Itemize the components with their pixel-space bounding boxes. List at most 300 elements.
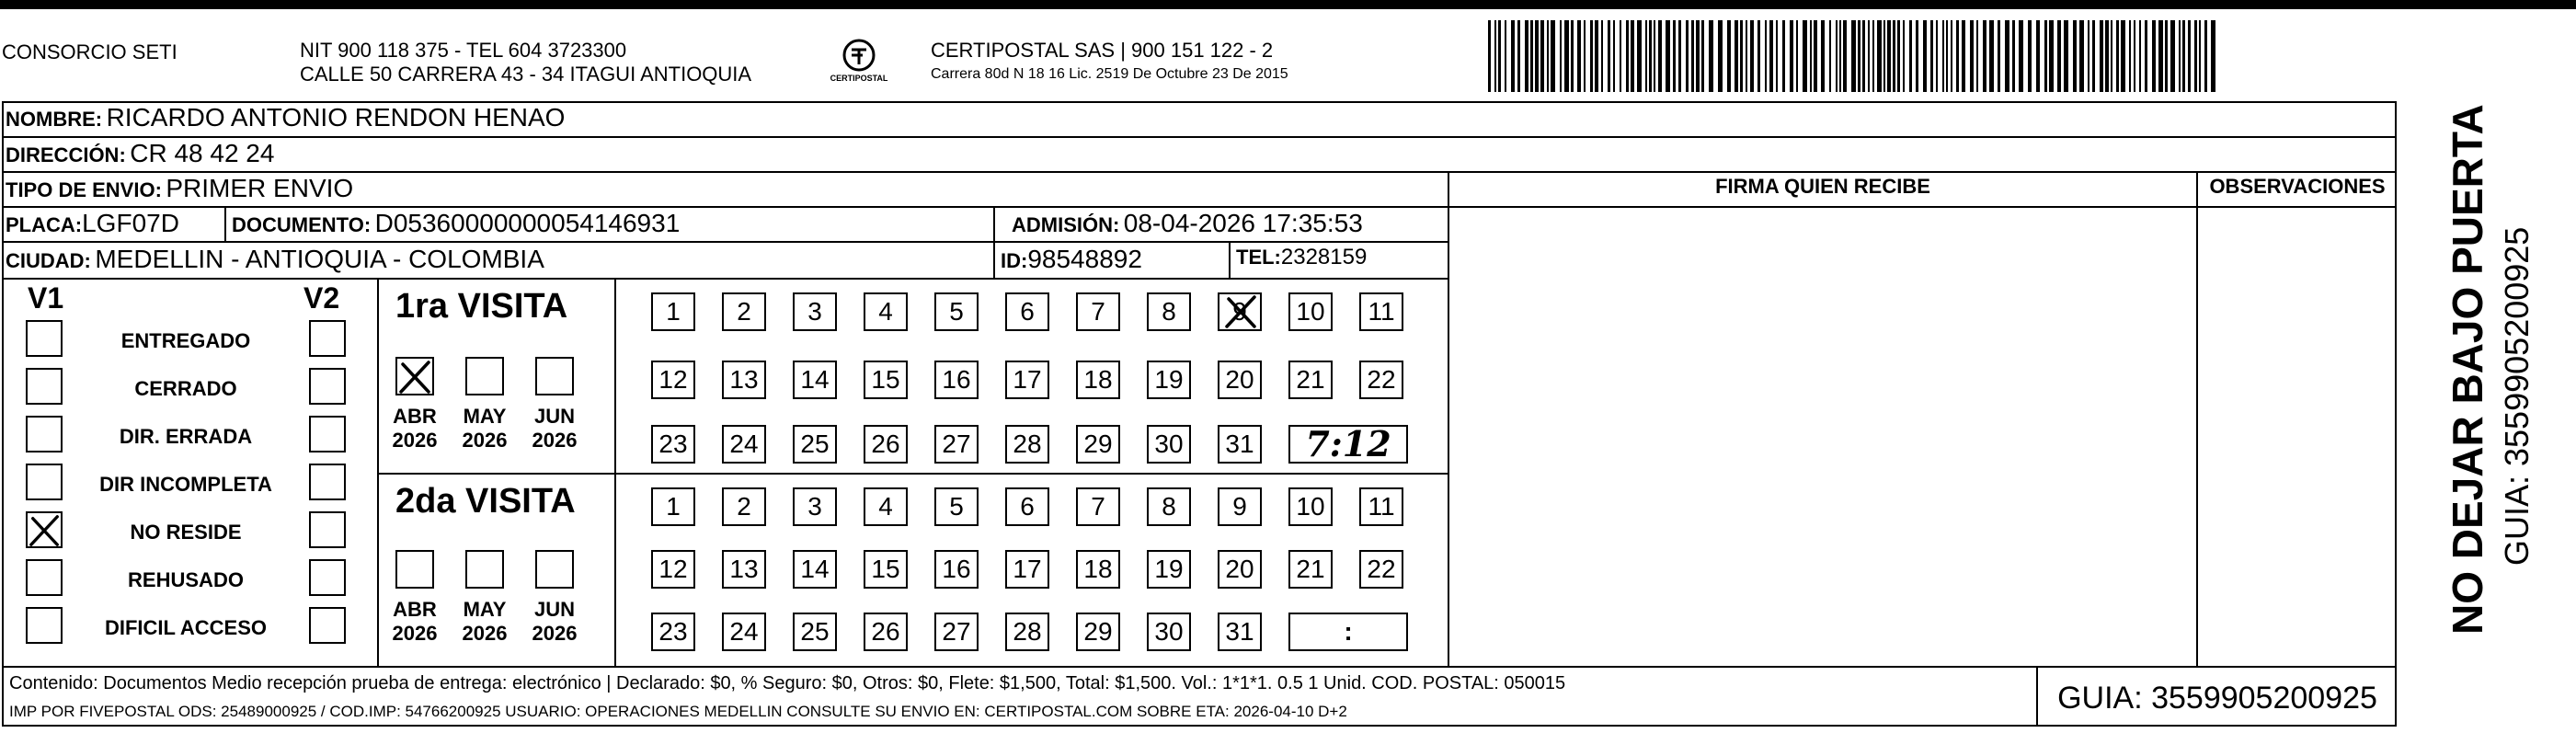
barcode-bar: [2049, 20, 2054, 92]
day-checkbox[interactable]: [1005, 487, 1049, 526]
month-name: JUN: [533, 405, 575, 428]
day-number: 14: [800, 365, 830, 394]
barcode-bar: [1584, 20, 1586, 92]
status-v2-checkbox[interactable]: [309, 368, 346, 405]
barcode-bar: [2211, 20, 2215, 92]
placa-row: [6, 209, 179, 238]
day-checkbox[interactable]: [1076, 487, 1120, 526]
tel-value: 2328159: [1280, 245, 1368, 269]
admision-value: 08-04-2026 17:35:53: [1123, 209, 1363, 237]
barcode-bar: [1946, 20, 1948, 92]
barcode-bar: [2152, 20, 2156, 92]
month-checkbox-abr[interactable]: [395, 357, 434, 395]
day-checkbox[interactable]: [722, 613, 766, 651]
barcode-bar: [2044, 20, 2047, 92]
placa-label: PLACA:: [6, 213, 83, 236]
barcode-bar: [1851, 20, 1856, 92]
day-checkbox[interactable]: [1076, 613, 1120, 651]
barcode-bar: [1608, 20, 1610, 92]
day-number: 1: [666, 297, 681, 326]
documento-row: [232, 209, 680, 238]
nit-line: NIT 900 118 375 - TEL 604 3723300: [300, 39, 627, 62]
day-number: 4: [878, 297, 893, 326]
day-checkbox[interactable]: [1359, 487, 1403, 526]
barcode-bar: [1498, 20, 1501, 92]
barcode-bar: [1750, 20, 1754, 92]
barcode-bar: [1998, 20, 2000, 92]
barcode-bar: [1571, 20, 1574, 92]
day-number: 15: [871, 365, 900, 394]
id-label: ID:: [1001, 249, 1028, 272]
day-checkbox[interactable]: [1147, 425, 1191, 464]
admision-label: ADMISIÓN:: [1012, 213, 1120, 236]
barcode-bar: [1776, 20, 1778, 92]
day-number: 28: [1013, 430, 1042, 458]
barcode-bar: [1887, 20, 1891, 92]
day-number: 2: [737, 297, 751, 326]
month-year: 2026: [392, 622, 438, 645]
barcode-bar: [1843, 20, 1847, 92]
month-name: ABR: [393, 405, 437, 428]
tipo-value: PRIMER ENVIO: [166, 174, 354, 202]
barcode-bar: [1696, 20, 1700, 92]
barcode-bar: [1560, 20, 1562, 92]
barcode-bar: [1897, 20, 1900, 92]
day-checkbox[interactable]: [1218, 613, 1262, 651]
day-checkbox[interactable]: [934, 361, 979, 399]
status-v1-checkbox[interactable]: [26, 511, 63, 548]
barcode-bar: [1893, 20, 1895, 92]
barcode-bar: [1930, 20, 1933, 92]
day-checkbox[interactable]: [1076, 550, 1120, 589]
barcode-bar: [2079, 20, 2084, 92]
day-checkbox[interactable]: [1005, 613, 1049, 651]
observaciones-header: OBSERVACIONES: [2209, 175, 2386, 198]
status-v1-checkbox[interactable]: [26, 368, 63, 405]
barcode-bar: [1673, 20, 1676, 92]
day-number: 29: [1083, 617, 1113, 646]
day-checkbox[interactable]: [934, 292, 979, 331]
day-number: 22: [1367, 365, 1396, 394]
day-checkbox[interactable]: [864, 292, 908, 331]
day-checkbox[interactable]: [793, 613, 837, 651]
status-v1-checkbox[interactable]: [26, 464, 63, 500]
day-checkbox[interactable]: [1218, 361, 1262, 399]
direccion-value: CR 48 42 24: [130, 139, 275, 167]
barcode-bar: [1505, 20, 1506, 92]
day-checkbox[interactable]: [1288, 550, 1333, 589]
day-number: 31: [1225, 430, 1254, 458]
barcode-bar: [1903, 20, 1905, 92]
handwritten-check-mark: [397, 384, 434, 399]
status-v1-checkbox[interactable]: [26, 416, 63, 452]
barcode-bar: [1626, 20, 1629, 92]
barcode-bar: [2019, 20, 2023, 92]
day-checkbox[interactable]: [1218, 292, 1262, 331]
day-number: 3: [807, 492, 822, 521]
barcode-bar: [1956, 20, 1959, 92]
day-checkbox[interactable]: [1147, 550, 1191, 589]
barcode-bar: [1590, 20, 1593, 92]
day-checkbox[interactable]: [793, 292, 837, 331]
day-checkbox[interactable]: [651, 487, 695, 526]
day-number: 24: [729, 617, 759, 646]
barcode-bar: [2194, 20, 2197, 92]
day-number: 17: [1013, 555, 1042, 583]
barcode-bar: [2028, 20, 2032, 92]
barcode-bar: [1494, 20, 1496, 92]
barcode-bar: [2165, 20, 2168, 92]
month-label: [457, 405, 512, 452]
day-checkbox[interactable]: [1147, 361, 1191, 399]
month-year: 2026: [462, 622, 508, 645]
barcode-bar: [1718, 20, 1723, 92]
month-checkbox-abr[interactable]: [395, 550, 434, 589]
day-checkbox[interactable]: [1147, 292, 1191, 331]
barcode-bar: [1769, 20, 1773, 92]
barcode-bar: [1535, 20, 1539, 92]
day-checkbox[interactable]: [934, 550, 979, 589]
barcode-bar: [2105, 20, 2109, 92]
barcode-bar: [1883, 20, 1885, 92]
barcode-bar: [1691, 20, 1694, 92]
barcode-bar: [2100, 20, 2103, 92]
month-label: [527, 405, 582, 452]
day-checkbox[interactable]: [793, 550, 837, 589]
day-number: 27: [942, 430, 971, 458]
status-label: ENTREGADO: [120, 329, 251, 352]
day-number: 26: [871, 430, 900, 458]
day-number: 21: [1296, 365, 1325, 394]
day-number: 1: [666, 492, 681, 521]
barcode-bar: [1530, 20, 1533, 92]
barcode-bar: [1746, 20, 1747, 92]
day-checkbox[interactable]: [651, 361, 695, 399]
day-checkbox[interactable]: [864, 550, 908, 589]
month-checkbox-jun[interactable]: [535, 357, 574, 395]
day-number: 7: [1091, 492, 1105, 521]
day-checkbox[interactable]: [934, 425, 979, 464]
barcode-bar: [1613, 20, 1615, 92]
visit-time-handwritten[interactable]: 7:12: [1288, 425, 1408, 464]
barcode-bar: [2179, 20, 2181, 92]
day-number: 30: [1154, 430, 1184, 458]
footer-content-line: Contenido: Documentos Medio recepción prueba de entrega: electrónico | Declarado: $0, % Seguro: $0, Otros: $0, Flete: $1,500, Total: $1,500. Vol.: 1*1*1. 0.5 1 Unid. COD. POSTAL: 050015: [9, 673, 1566, 693]
day-checkbox[interactable]: [1005, 550, 1049, 589]
day-number: 7: [1091, 297, 1105, 326]
status-label: DIR. ERRADA: [119, 425, 253, 448]
day-checkbox[interactable]: [651, 613, 695, 651]
day-checkbox[interactable]: [651, 425, 695, 464]
day-number: 29: [1083, 430, 1113, 458]
barcode-bar: [2111, 20, 2112, 92]
barcode-bar: [2005, 20, 2009, 92]
day-checkbox[interactable]: [722, 550, 766, 589]
barcode-bar: [1601, 20, 1603, 92]
day-number: 23: [658, 430, 688, 458]
day-number: 21: [1296, 555, 1325, 583]
barcode-bar: [1740, 20, 1743, 92]
barcode-bar: [1517, 20, 1520, 92]
barcode-bar: [1803, 20, 1807, 92]
month-checkbox-may[interactable]: [465, 357, 504, 395]
month-name: JUN: [533, 598, 575, 621]
day-checkbox[interactable]: [722, 361, 766, 399]
handwritten-check-mark: [28, 536, 63, 552]
status-v1-checkbox[interactable]: [26, 559, 63, 596]
barcode-bar: [1511, 20, 1515, 92]
barcode-bar: [1595, 20, 1598, 92]
barcode-bar: [1645, 20, 1647, 92]
barcode-bar: [1488, 20, 1491, 92]
day-checkbox[interactable]: [934, 613, 979, 651]
barcode-bar: [2057, 20, 2061, 92]
day-checkbox[interactable]: [1147, 487, 1191, 526]
barcode-bar: [1782, 20, 1785, 92]
status-v1-checkbox[interactable]: [26, 607, 63, 644]
day-number: 12: [658, 555, 688, 583]
day-checkbox[interactable]: [1076, 361, 1120, 399]
barcode-bar: [1983, 20, 1986, 92]
visit-time-field[interactable]: :: [1288, 613, 1408, 651]
barcode-bar: [1757, 20, 1760, 92]
barcode-bar: [2116, 20, 2119, 92]
barcode-bar: [1868, 20, 1870, 92]
day-number: 11: [1368, 297, 1395, 326]
day-checkbox[interactable]: [864, 613, 908, 651]
day-checkbox[interactable]: [1147, 613, 1191, 651]
month-label: [387, 405, 442, 452]
barcode-bar: [2158, 20, 2163, 92]
ciudad-label: CIUDAD:: [6, 249, 91, 272]
day-number: 9: [1232, 297, 1247, 326]
barcode-bar: [2204, 20, 2207, 92]
id-value: 98548892: [1027, 245, 1142, 273]
day-number: 12: [658, 365, 688, 394]
day-number: 22: [1367, 555, 1396, 583]
barcode-bar: [1836, 20, 1838, 92]
ciudad-row: [6, 245, 544, 274]
day-number: 6: [1020, 297, 1035, 326]
status-v2-checkbox[interactable]: [309, 607, 346, 644]
barcode-bar: [1577, 20, 1581, 92]
day-checkbox[interactable]: [1005, 361, 1049, 399]
day-number: 15: [871, 555, 900, 583]
barcode-bar: [1829, 20, 1831, 92]
barcode-bar: [1637, 20, 1642, 92]
day-number: 8: [1162, 297, 1176, 326]
barcode-bar: [1727, 20, 1731, 92]
barcode-bar: [2139, 20, 2141, 92]
day-checkbox[interactable]: [1288, 361, 1333, 399]
barcode-bar: [2170, 20, 2175, 92]
status-v2-checkbox[interactable]: [309, 416, 346, 452]
barcode-bar: [2121, 20, 2125, 92]
status-v1-checkbox[interactable]: [26, 320, 63, 357]
month-year: 2026: [532, 429, 578, 452]
day-checkbox[interactable]: [864, 425, 908, 464]
day-checkbox[interactable]: [864, 361, 908, 399]
day-checkbox[interactable]: [1359, 550, 1403, 589]
day-number: 23: [658, 617, 688, 646]
month-name: MAY: [463, 405, 507, 428]
barcode-bar: [2064, 20, 2068, 92]
day-number: 27: [942, 617, 971, 646]
barcode-bar: [1909, 20, 1912, 92]
barcode-bar: [2182, 20, 2185, 92]
barcode-bar: [1765, 20, 1767, 92]
barcode-bar: [1735, 20, 1738, 92]
day-number: 3: [807, 297, 822, 326]
barcode-bar: [1821, 20, 1825, 92]
day-number: 26: [871, 617, 900, 646]
month-name: ABR: [393, 598, 437, 621]
barcode-bar: [1796, 20, 1798, 92]
footer-guia: GUIA: 3559905200925: [2057, 681, 2377, 716]
day-number: 16: [942, 555, 971, 583]
barcode-bar: [2088, 20, 2089, 92]
barcode-bar: [1877, 20, 1882, 92]
barcode-bar: [1666, 20, 1670, 92]
barcode-bar: [1989, 20, 1994, 92]
day-checkbox[interactable]: [1076, 292, 1120, 331]
barcode-bar: [1790, 20, 1793, 92]
day-number: 24: [729, 430, 759, 458]
barcode-bar: [1916, 20, 1918, 92]
company-name: CONSORCIO SETI: [2, 40, 177, 63]
day-checkbox[interactable]: [1359, 292, 1403, 331]
day-checkbox[interactable]: [1288, 292, 1333, 331]
day-number: 10: [1296, 492, 1325, 521]
barcode-bar: [1654, 20, 1655, 92]
day-number: 19: [1154, 365, 1184, 394]
day-checkbox[interactable]: [864, 487, 908, 526]
barcode-bar: [1525, 20, 1528, 92]
barcode-bar: [2012, 20, 2015, 92]
day-number: 2: [737, 492, 751, 521]
day-number: 25: [800, 430, 830, 458]
tel-row: [1236, 245, 1367, 270]
status-label: REHUSADO: [128, 568, 244, 591]
day-number: 18: [1083, 555, 1113, 583]
day-checkbox[interactable]: [651, 292, 695, 331]
barcode-bar: [1658, 20, 1662, 92]
barcode-bar: [1686, 20, 1689, 92]
second-visit-title: 2da VISITA: [395, 482, 576, 521]
firma-header: FIRMA QUIEN RECIBE: [1715, 175, 1930, 198]
barcode-bar: [1620, 20, 1621, 92]
barcode-bar: [1631, 20, 1634, 92]
status-label: NO RESIDE: [130, 521, 242, 544]
documento-value: D05360000000054146931: [374, 209, 681, 237]
barcode-bar: [2073, 20, 2077, 92]
day-checkbox[interactable]: [1005, 425, 1049, 464]
barcode-bar: [1839, 20, 1841, 92]
status-label: DIR INCOMPLETA: [99, 473, 272, 496]
status-v2-checkbox[interactable]: [309, 464, 346, 500]
day-number: 5: [949, 297, 964, 326]
barcode-bar: [1678, 20, 1681, 92]
day-checkbox[interactable]: [1359, 361, 1403, 399]
day-checkbox[interactable]: [934, 487, 979, 526]
placa-value: LGF07D: [82, 209, 179, 237]
day-number: 13: [729, 365, 759, 394]
barcode-bar: [1951, 20, 1952, 92]
day-checkbox[interactable]: [793, 425, 837, 464]
day-number: 25: [800, 617, 830, 646]
status-v2-checkbox[interactable]: [309, 511, 346, 548]
day-number: 9: [1232, 492, 1247, 521]
day-number: 13: [729, 555, 759, 583]
day-checkbox[interactable]: [793, 361, 837, 399]
month-checkbox-may[interactable]: [465, 550, 504, 589]
nombre-value: RICARDO ANTONIO RENDON HENAO: [106, 103, 566, 132]
barcode-bar: [1540, 20, 1544, 92]
top-border: [0, 0, 2576, 9]
month-year: 2026: [532, 622, 578, 645]
barcode-bar: [1547, 20, 1549, 92]
barcode-bar: [2092, 20, 2095, 92]
month-year: 2026: [462, 429, 508, 452]
day-checkbox[interactable]: [722, 292, 766, 331]
barcode: [1488, 20, 2224, 92]
tel-label: TEL:: [1236, 246, 1281, 269]
v1-header: V1: [28, 281, 64, 315]
status-v2-checkbox[interactable]: [309, 559, 346, 596]
day-checkbox[interactable]: [793, 487, 837, 526]
day-checkbox[interactable]: [651, 550, 695, 589]
day-number: 5: [949, 492, 964, 521]
day-checkbox[interactable]: [722, 487, 766, 526]
tipo-label: TIPO DE ENVIO:: [6, 178, 162, 201]
barcode-bar: [1564, 20, 1569, 92]
no-dejar-bajo-puerta-text: NO DEJAR BAJO PUERTA: [2444, 104, 2491, 635]
month-label: [457, 598, 512, 646]
barcode-bar: [2036, 20, 2040, 92]
day-number: 17: [1013, 365, 1042, 394]
nombre-row: [6, 103, 565, 132]
day-checkbox[interactable]: [1005, 292, 1049, 331]
day-number: 28: [1013, 617, 1042, 646]
month-checkbox-jun[interactable]: [535, 550, 574, 589]
side-guia-text: GUIA: 3559905200925: [2498, 226, 2536, 566]
barcode-bar: [2145, 20, 2147, 92]
day-checkbox[interactable]: [1218, 425, 1262, 464]
certipostal-line: CERTIPOSTAL SAS | 900 151 122 - 2: [931, 39, 1274, 62]
logo-text: CERTIPOSTAL: [830, 74, 888, 83]
day-number: 19: [1154, 555, 1184, 583]
month-name: MAY: [463, 598, 507, 621]
footer-print-line: IMP POR FIVEPOSTAL ODS: 25489000925 / COD.IMP: 54766200925 USUARIO: OPERACIONES MEDELLIN CONSULTE SU ENVIO EN: CERTIPOSTAL.COM SOBRE ETA: 2026-04-10 D+2: [9, 703, 1347, 720]
admision-row: [1012, 209, 1363, 238]
barcode-bar: [1962, 20, 1965, 92]
barcode-bar: [1872, 20, 1874, 92]
day-checkbox[interactable]: [1288, 487, 1333, 526]
status-label: DIFICIL ACCESO: [104, 616, 267, 639]
day-checkbox[interactable]: [1218, 487, 1262, 526]
day-number: 14: [800, 555, 830, 583]
day-number: 20: [1225, 555, 1254, 583]
status-v2-checkbox[interactable]: [309, 320, 346, 357]
barcode-bar: [1709, 20, 1713, 92]
day-number: 30: [1154, 617, 1184, 646]
v2-header: V2: [303, 281, 340, 315]
day-checkbox[interactable]: [1218, 550, 1262, 589]
day-checkbox[interactable]: [1076, 425, 1120, 464]
barcode-bar: [1551, 20, 1555, 92]
day-checkbox[interactable]: [722, 425, 766, 464]
day-number: 20: [1225, 365, 1254, 394]
